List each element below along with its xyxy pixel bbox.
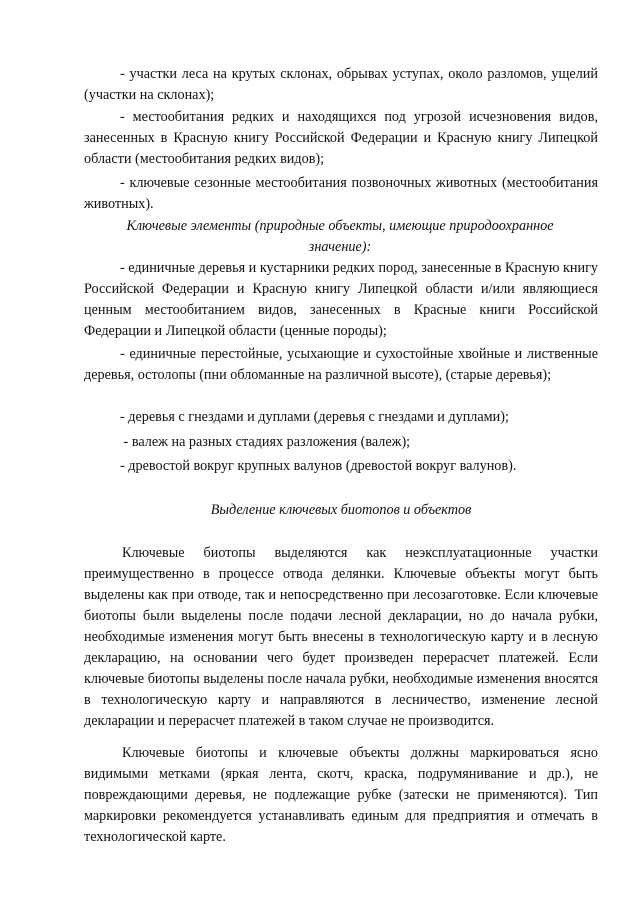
list-item-boulders: - древостой вокруг крупных валунов (древостой вокруг валунов). <box>120 458 517 474</box>
list-item-old-trees: - единичные перестойные, усыхающие и сухостойные хвойные и лиственные деревья, остолопы (пни обломанные на различной высоте), (старые деревья); <box>84 346 598 383</box>
list-item-rare-species: - местообитания редких и находящихся под угрозой исчезновения видов, занесенных в Красную книгу Российской Федерации и Красную книгу Липецкой области (местообитания редких видов); <box>84 109 598 167</box>
list-item-vertebrates: - ключевые сезонные местообитания позвоночных животных (местообитания животных). <box>84 175 598 212</box>
paragraph-marking: Ключевые биотопы и ключевые объекты должны маркироваться ясно видимыми метками (яркая лента, скотч, краска, подрумянивание и др.), не повреждающими деревья, не подлежащие рубке (затески не применяются). Тип маркировки рекомендуется устанавливать единым для предприятия и отмечать в технологической карте. <box>84 745 598 845</box>
key-elements-heading: Ключевые элементы (природные объекты, имеющие природоохранное значение): <box>126 218 554 255</box>
paragraph-allocation: Ключевые биотопы выделяются как неэксплуатационные участки преимущественно в процессе отвода делянки. Ключевые объекты могут быть выделены как при отводе, так и непосредственно при лесозаготовке. Если ключевые биотопы были выделены после подачи лесной декларации, но до начала рубки, необходимые изменения могут быть внесены в технологическую карту и в лесную декларацию, на основании чего будет произведен перерасчет платежей. Если ключевые биотопы выделены после начала рубки, необходимые изменения вносятся в технологическую карту и направляются в лесничество, изменение лесной декларации и перерасчет платежей в таком случае не производится. <box>84 545 598 729</box>
section-heading: Выделение ключевых биотопов и объектов <box>210 502 472 518</box>
list-item-slopes: - участки леса на крутых склонах, обрывах уступах, около разломов, ущелий (участки на склонах); <box>84 66 598 103</box>
list-item-deadwood: - валеж на разных стадиях разложения (валеж); <box>120 434 411 450</box>
list-item-rare-trees: - единичные деревья и кустарники редких пород, занесенные в Красную книгу Российской Федерации и Красную книгу Липецкой области и/или являющиеся ценным местообитанием видов, занесенных в Красные книги Российской Федерации и Липецкой области (ценные породы); <box>84 260 598 339</box>
list-item-nest-trees: - деревья с гнездами и дуплами (деревья с гнездами и дуплами); <box>120 409 509 425</box>
